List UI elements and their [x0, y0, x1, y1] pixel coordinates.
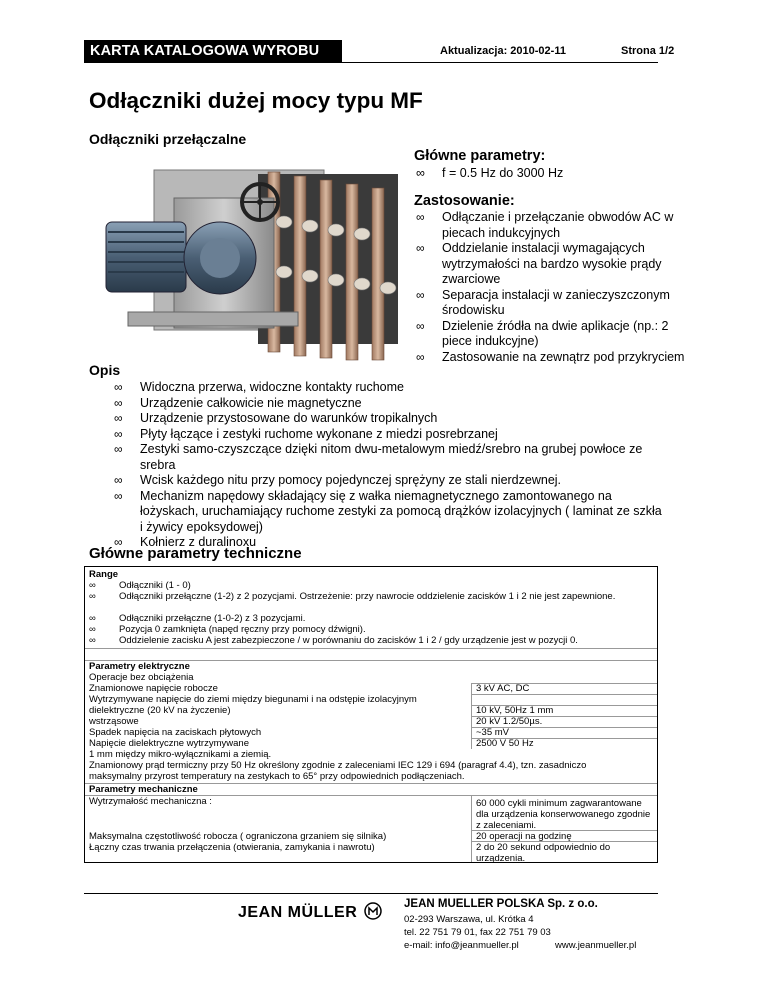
application-item: ∞ Oddzielanie instalacji wymagających wytrzymałości na bardzo wysokie prądy zwarciowe	[416, 241, 662, 286]
value-cell-border	[471, 705, 657, 706]
elec-row-label: Wytrzymywane napięcie do ziemi między biegunami i na odstępie izolacyjnym	[89, 694, 417, 705]
company-email[interactable]: e-mail: info@jeanmueller.pl	[404, 940, 519, 951]
description-item: ∞ Zestyki samo-czyszczące dzięki nitom dwu-metalowym miedź/srebro na grubej powłoce ze srebra	[114, 442, 643, 472]
company-address: 02-293 Warszawa, ul. Krótka 4	[404, 914, 534, 925]
value-cell-border	[471, 683, 657, 684]
bullet-icon: ∞	[89, 613, 96, 624]
elec-note: 1 mm między mikro-wyłącznikami a ziemią.	[89, 749, 272, 760]
value-col-border	[471, 795, 472, 862]
value-cell-border	[471, 738, 657, 739]
elec-note: maksymalny przyrost temperatury na zestykach to 65° przy odpowiednich podłączeniach.	[89, 771, 465, 782]
description-item: ∞ Płyty łączące i zestyki ruchome wykonane z miedzi posrebrzanej	[114, 426, 498, 441]
description-item: ∞ Mechanizm napędowy składający się z wałka niemagnetycznego zamontowanego na łożyskach, uruchamiający ruchome zestyki za pomocą drążków izolacyjnych ( laminat ze szkła i żywicy epoksydowej)	[114, 488, 662, 534]
elec-row-value: 20 kV 1.2/50µs.	[476, 716, 543, 727]
bullet-icon: ∞	[89, 624, 96, 635]
application-heading: Zastosowanie:	[414, 193, 515, 209]
catalog-card-label: KARTA KATALOGOWA WYROBU	[84, 40, 342, 62]
description-heading: Opis	[89, 362, 121, 378]
mech-row-label: Maksymalna częstotliwość robocza ( ograniczona grzaniem się silnika)	[89, 831, 387, 842]
bullet-icon: ∞	[114, 442, 123, 456]
value-cell-border	[471, 716, 657, 717]
tech-heading: Główne parametry techniczne	[89, 545, 302, 562]
mech-row-label: Wytrzymałość mechaniczna :	[89, 796, 212, 807]
value-col-border	[471, 683, 472, 749]
value-cell-border	[471, 727, 657, 728]
value-cell-border	[471, 830, 657, 831]
elec-row-value: ~35 mV	[476, 727, 510, 738]
company-logo: JEAN MÜLLER	[238, 902, 382, 922]
bullet-icon: ∞	[416, 318, 425, 333]
bullet-icon: ∞	[114, 473, 123, 487]
elec-heading: Parametry elektryczne	[89, 661, 190, 672]
bullet-icon: ∞	[89, 580, 96, 591]
description-item: ∞ Kołnierz z duralinoxu	[114, 535, 257, 549]
company-website[interactable]: www.jeanmueller.pl	[555, 940, 637, 951]
mech-row-label: Łączny czas trwania przełączenia (otwierania, zamykania i nawrotu)	[89, 842, 375, 853]
tech-params-table: Range ∞ Odłączniki (1 - 0) ∞ Odłączniki przełączne (1-2) z 2 pozycjami. Ostrzeżenie: przy nawrocie oddzielenie zacisków 1 i 2 nie jest zapewnione. ∞ Odłączniki przełączne (1-0-2) z 3 pozycjami. ∞ Pozycja 0 zamknięta (napęd ręczny przy pomocy dźwigni). ∞ Oddzielenie zacisku A jest zabezpieczone / w porównaniu do zacisków 1 i 2 / gdy urządzenie jest w pozycji 0. Parametry elektryczne Operacje bez obciążenia Znamionowe napięcie robocze 3 kV AC, DC Wytrzymywane napięcie do ziemi między biegunami i na odstępie izolacyjnym dielektryczne (20 kV na życzenie) 10 kV, 50Hz 1 mm wstrząsowe 20 kV 1.2/50µs. Spadek napięcia na zaciskach płytowych ~35 mV Napięcie dielektryczne wytrzymywane 2500 V 50 Hz 1 mm między mikro-wyłącznikami a ziemią. Znamionowy prąd termiczny przy 50 Hz określony zgodnie z zaleceniami IEC 129 i 694 (paragraf 4.4), tzn. zasadniczo maksymalny przyrost temperatury na zestykach to 65° przy odpowiednich podłączeniach. Parametry mechaniczne Wytrzymałość mechaniczna : 60 000 cykli minimum zagwarantowane dla urządzenia konserwowanego zgodnie z zaleceniami. Maksymalna częstotliwość robocza ( ograniczona grzaniem się silnika) 20 operacji na godzinę Łączny czas trwania przełączenia (otwierania, zamykania i nawrotu) 2 do 20 sekund odpowiednio do urządzenia.	[84, 566, 658, 863]
mech-row-value: 2 do 20 sekund odpowiednio do urządzenia.	[476, 842, 611, 864]
elec-row-label: Napięcie dielektryczne wytrzymywane	[89, 738, 249, 749]
mech-heading: Parametry mechaniczne	[89, 784, 198, 795]
elec-row-label: dielektryczne (20 kV na życzenie)	[89, 705, 231, 716]
logo-emblem-icon	[364, 902, 382, 920]
elec-row-label: wstrząsowe	[89, 716, 139, 727]
range-label: Range	[89, 569, 119, 580]
main-params-heading: Główne parametry:	[414, 148, 546, 164]
footer-divider	[84, 893, 658, 894]
description-item: ∞ Wcisk każdego nitu przy pomocy pojedynczej sprężyny ze stali nierdzewnej.	[114, 473, 562, 487]
elec-note: Znamionowy prąd termiczny przy 50 Hz określony zgodnie z zaleceniami IEC 129 i 694 (paragraf 4.4), tzn. zasadniczo	[89, 760, 587, 771]
description-item: ∞ Urządzenie całkowicie nie magnetyczne	[114, 395, 362, 410]
update-date: Aktualizacja: 2010-02-11	[440, 45, 566, 57]
application-item: ∞ Odłączanie i przełączanie obwodów AC w piecach indukcyjnych	[416, 210, 674, 240]
page-subtitle: Odłączniki przełączalne	[89, 131, 247, 147]
bullet-icon: ∞	[416, 166, 425, 180]
company-phone: tel. 22 751 79 01, fax 22 751 79 03	[404, 927, 551, 938]
bullet-icon: ∞	[416, 349, 425, 364]
mech-row-value: 60 000 cykli minimum zagwarantowane dla urządzenia konserwowanego zgodnie z zaleceniami.	[476, 798, 651, 831]
application-item: ∞ Separacja instalacji w zanieczyszczonym środowisku	[416, 287, 670, 317]
application-list	[416, 210, 686, 365]
bullet-icon: ∞	[89, 635, 96, 646]
bullet-icon: ∞	[416, 241, 425, 255]
bullet-icon: ∞	[114, 395, 123, 410]
application-item: ∞ Zastosowanie na zewnątrz pod przykryciem	[416, 349, 685, 364]
bullet-icon: ∞	[416, 210, 425, 224]
elec-row-label: Znamionowe napięcie robocze	[89, 683, 218, 694]
bullet-icon: ∞	[114, 488, 123, 503]
bullet-icon: ∞	[114, 411, 123, 425]
header-divider	[84, 62, 658, 63]
elec-row-value: 2500 V 50 Hz	[476, 738, 534, 749]
elec-row-label: Spadek napięcia na zaciskach płytowych	[89, 727, 262, 738]
product-photo	[88, 162, 408, 372]
value-cell-border	[471, 694, 657, 695]
value-cell-border	[471, 841, 657, 842]
bullet-icon: ∞	[416, 287, 425, 302]
elec-row-label: Operacje bez obciążenia	[89, 672, 194, 683]
bullet-icon: ∞	[114, 426, 123, 441]
description-item: ∞ Widoczna przerwa, widoczne kontakty ruchome	[114, 380, 405, 394]
elec-row-value: 10 kV, 50Hz 1 mm	[476, 705, 554, 716]
description-list	[114, 380, 664, 551]
bullet-icon: ∞	[89, 591, 96, 602]
bullet-icon: ∞	[114, 380, 123, 394]
mech-row-value: 20 operacji na godzinę	[476, 831, 572, 842]
page-title: Odłączniki dużej mocy typu MF	[89, 88, 423, 113]
company-name: JEAN MUELLER POLSKA Sp. z o.o.	[404, 898, 598, 910]
table-divider	[85, 648, 657, 649]
page-number: Strona 1/2	[621, 45, 675, 57]
bullet-icon: ∞	[114, 535, 123, 549]
application-item: ∞ Dzielenie źródła na dwie aplikacje (np.: 2 piece indukcyjne)	[416, 318, 669, 348]
elec-row-value: 3 kV AC, DC	[476, 683, 530, 694]
description-item: ∞ Urządzenie przystosowane do warunków tropikalnych	[114, 411, 438, 425]
